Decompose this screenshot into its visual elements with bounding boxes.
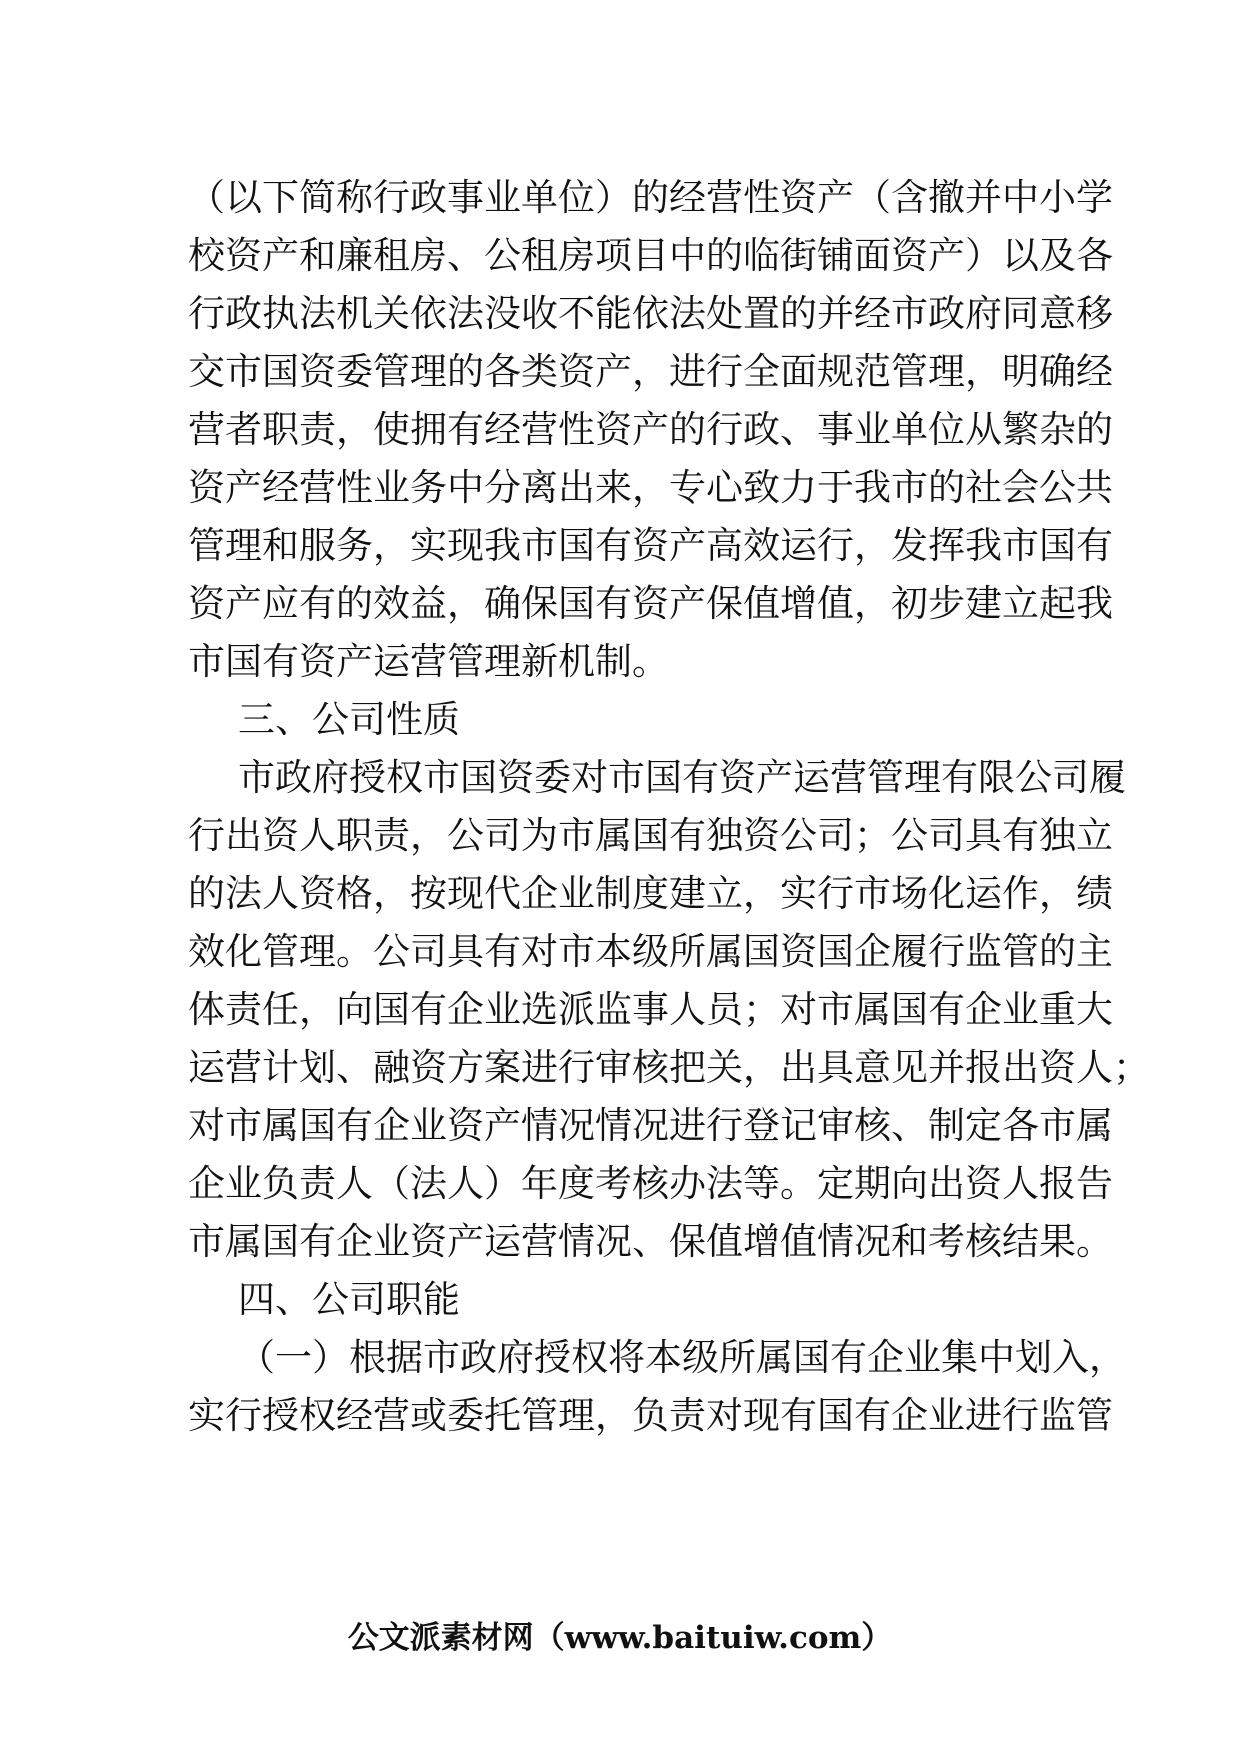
section-heading-4: 四、公司职能 [238,1278,460,1321]
paragraph-line-1: （以下简称行政事业单位）的经营性资产（含撤并中小学 [188,176,1113,219]
paragraph-line-5: 营者职责，使拥有经营性资产的行政、事业单位从繁杂的 [188,408,1113,451]
paragraph-line-9: 市国有资产运营管理新机制。 [188,640,669,683]
footer-watermark: 公文派素材网（www.baituiw.com） [347,1620,893,1656]
paragraph-line-8: 资产应有的效益，确保国有资产保值增值，初步建立起我 [188,582,1113,625]
paragraph-line-20: 实行授权经营或委托管理，负责对现有国有企业进行监管 [188,1394,1113,1437]
paragraph-line-12: 的法人资格，按现代企业制度建立，实行市场化运作，绩 [188,872,1113,915]
paragraph-line-19: （一）根据市政府授权将本级所属国有企业集中划入， [238,1336,1126,1379]
paragraph-line-17: 企业负责人（法人）年度考核办法等。定期向出资人报告 [188,1162,1113,1205]
paragraph-line-6: 资产经营性业务中分离出来，专心致力于我市的社会公共 [188,466,1113,509]
paragraph-line-15: 运营计划、融资方案进行审核把关，出具意见并报出资人； [188,1046,1150,1089]
paragraph-line-10: 市政府授权市国资委对市国有资产运营管理有限公司履 [238,756,1126,799]
paragraph-line-13: 效化管理。公司具有对市本级所属国资国企履行监管的主 [188,930,1113,973]
paragraph-line-14: 体责任，向国有企业选派监事人员；对市属国有企业重大 [188,988,1113,1031]
paragraph-line-3: 行政执法机关依法没收不能依法处置的并经市政府同意移 [188,292,1113,335]
paragraph-line-16: 对市属国有企业资产情况情况进行登记审核、制定各市属 [188,1104,1113,1147]
paragraph-line-7: 管理和服务，实现我市国有资产高效运行，发挥我市国有 [188,524,1113,567]
section-heading-3: 三、公司性质 [238,698,460,741]
paragraph-line-18: 市属国有企业资产运营情况、保值增值情况和考核结果。 [188,1220,1113,1263]
paragraph-line-4: 交市国资委管理的各类资产，进行全面规范管理，明确经 [188,350,1113,393]
paragraph-line-11: 行出资人职责，公司为市属国有独资公司；公司具有独立 [188,814,1113,857]
paragraph-line-2: 校资产和廉租房、公租房项目中的临街铺面资产）以及各 [188,234,1113,277]
